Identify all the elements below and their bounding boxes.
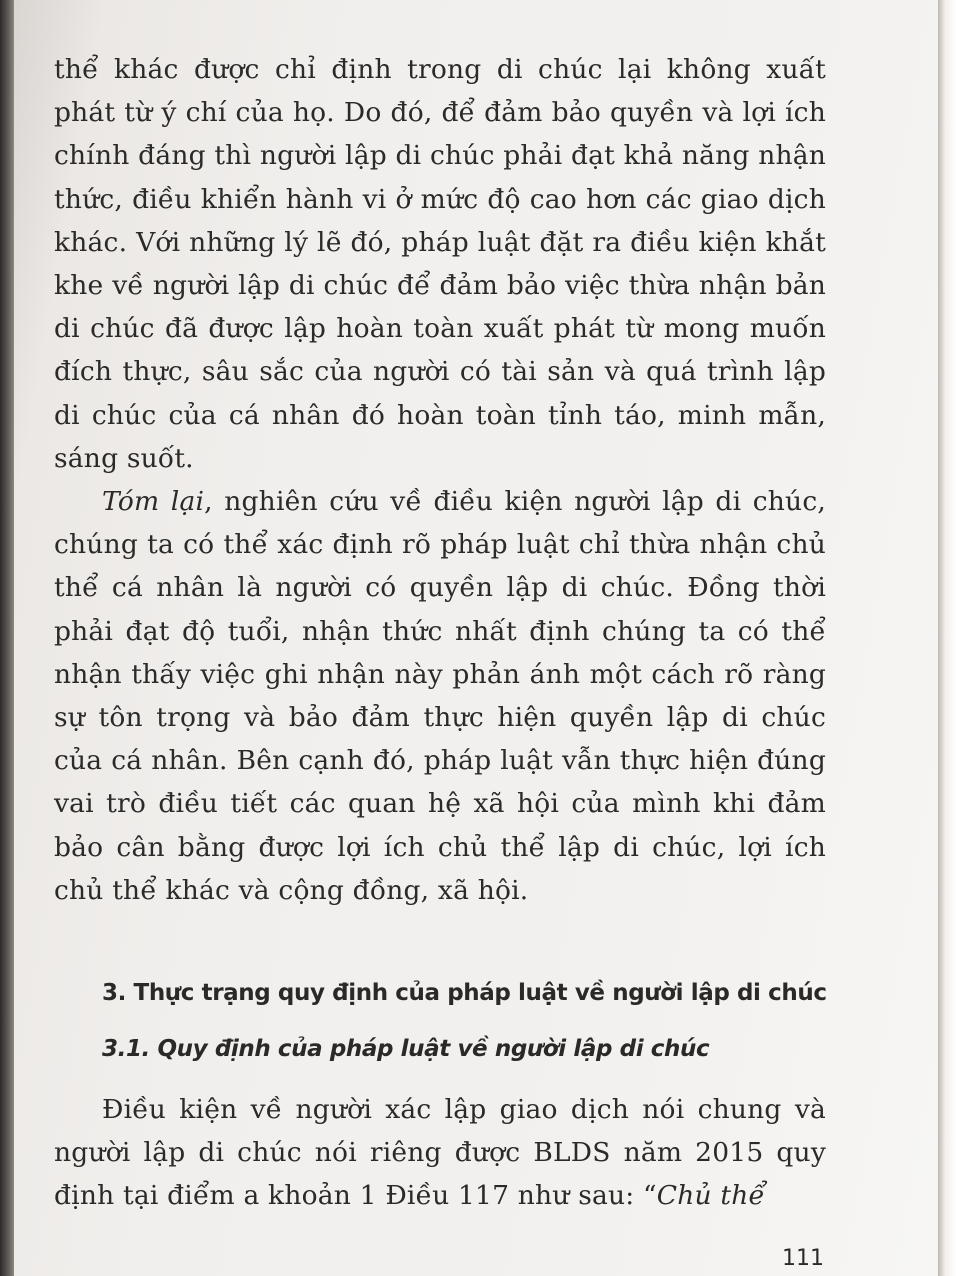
paragraph-3-text: Điều kiện về người xác lập giao dịch nói chung và người lập di chúc nói riêng được BLDS năm 2015 quy định tại điểm a khoản 1 Điều 117 như sau: “ [54,1094,826,1212]
page-number: 111 [782,1246,824,1271]
paragraph-2-text: , nghiên cứu về điều kiện người lập di chúc, chúng ta có thể xác định rõ pháp luật chỉ thừa nhận chủ thể cá nhân là người có quyền lập di chúc. Đồng thời phải đạt độ tuổi, nhận thức nhất định chúng ta có thể nhận thấy việc ghi nhận này phản ánh một cách rõ ràng sự tôn trọng và bảo đảm thực hiện quyền lập di chúc của cá nhân. Bên cạnh đó, pháp luật vẫn thực hiện đúng vai trò điều tiết các quan hệ xã hội của mình khi đảm bảo cân bằng được lợi ích chủ thể lập di chúc, lợi ích chủ thể khác và cộng đồng, xã hội. [54,486,826,906]
body-text [54,48,826,912]
paragraph-2-lead: Tóm lại [102,486,205,518]
final-paragraph [54,1088,826,1218]
paragraph-2 [54,480,826,912]
paragraph-3-italic-tail: Chủ thể [656,1180,766,1212]
paragraph-1-text: thể khác được chỉ định trong di chúc lại không xuất phát từ ý chí của họ. Do đó, để đảm bảo quyền và lợi ích chính đáng thì người lập di chúc phải đạt khả năng nhận thức, điều khiển hành vi ở mức độ cao hơn các giao dịch khác. Với những lý lẽ đó, pháp luật đặt ra điều kiện khắt khe về người lập di chúc để đảm bảo việc thừa nhận bản di chúc đã được lập hoàn toàn xuất phát từ mong muốn đích thực, sâu sắc của người có tài sản và quá trình lập di chúc của cá nhân đó hoàn toàn tỉnh táo, minh mẫn, sáng suốt. [54,54,826,474]
paragraph-3 [54,1088,826,1218]
paragraph-1 [54,48,826,480]
book-page [14,0,938,1276]
section-heading: 3. Thực trạng quy định của pháp luật về người lập di chúc [102,980,827,1006]
subsection-heading: 3.1. Quy định của pháp luật về người lập di chúc [102,1036,710,1062]
page-stack-edge [938,0,956,1276]
previous-page-edge [0,0,14,1276]
